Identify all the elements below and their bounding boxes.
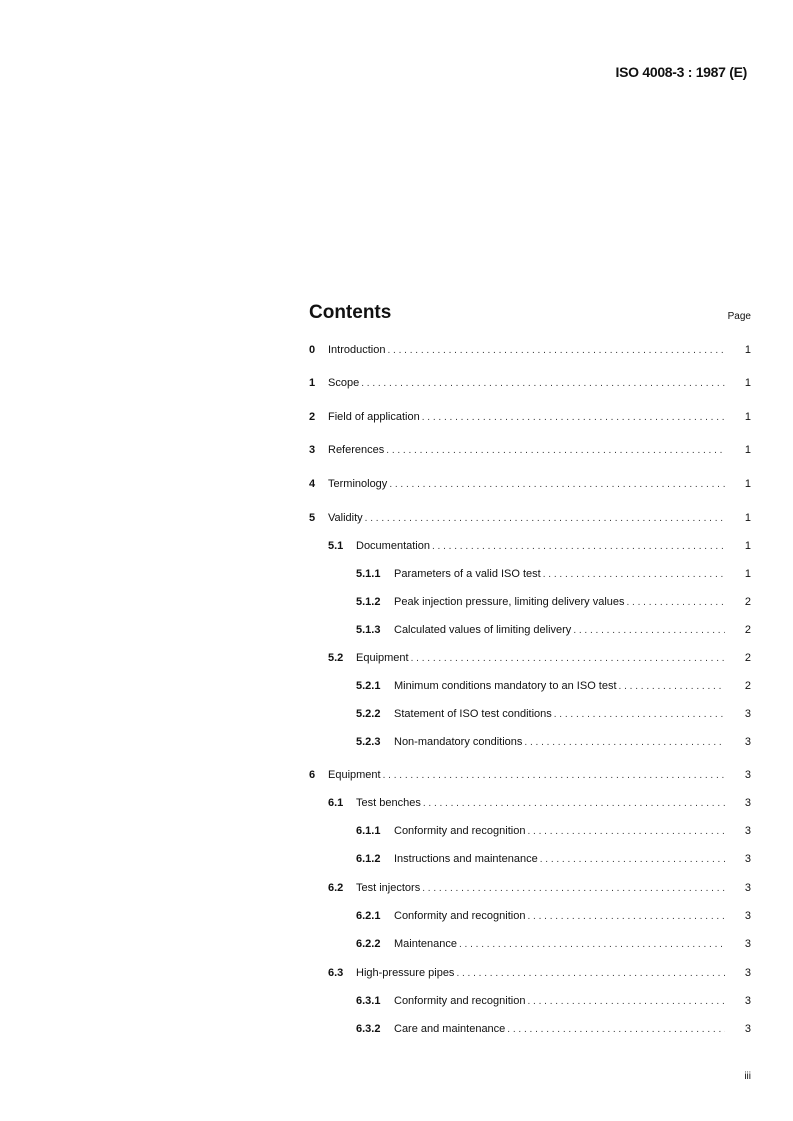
toc-entry-page: 3 (744, 769, 751, 781)
toc-entry-title: Terminology (328, 478, 388, 490)
toc-entry (356, 908, 751, 924)
toc-entry-title: Documentation (356, 540, 430, 552)
dot-leader (554, 709, 725, 720)
toc-entry-title: Care and maintenance (394, 1023, 506, 1035)
dot-leader (389, 479, 725, 490)
toc-entry-title: Conformity and recognition (394, 995, 526, 1007)
toc-entry (309, 442, 751, 458)
dot-leader (540, 854, 725, 865)
dot-leader (459, 939, 725, 950)
dot-leader (543, 569, 725, 580)
toc-entry (328, 880, 751, 896)
dot-leader (456, 968, 725, 979)
toc-entry-page: 1 (744, 478, 751, 490)
toc-entry-number: 6.2.2 (356, 938, 381, 950)
page-column-heading: Page (727, 311, 751, 322)
toc-entry-page: 2 (744, 652, 751, 664)
dot-leader (527, 826, 725, 837)
toc-entry-page: 1 (744, 568, 751, 580)
toc-entry-title: Scope (328, 377, 360, 389)
toc-entry (309, 342, 751, 358)
toc-entry-title: Introduction (328, 344, 386, 356)
toc-entry-title: Calculated values of limiting delivery (394, 624, 572, 636)
toc-entry-page: 1 (744, 540, 751, 552)
toc-entry-title: High-pressure pipes (356, 967, 455, 979)
contents-heading: Contents (309, 302, 392, 323)
toc-entry-number: 6.3.1 (356, 995, 381, 1007)
toc-entry-page: 3 (744, 882, 751, 894)
toc-entry-page: 2 (744, 596, 751, 608)
dot-leader (527, 911, 725, 922)
dot-leader (422, 412, 725, 423)
toc-entry-number: 6.3 (328, 967, 344, 979)
toc-entry-page: 3 (744, 910, 751, 922)
toc-entry-number: 6.1.2 (356, 853, 381, 865)
dot-leader (432, 541, 725, 552)
toc-entry-page: 1 (744, 377, 751, 389)
toc-entry-number: 3 (309, 444, 316, 456)
toc-entry-number: 1 (309, 377, 316, 389)
toc-entry (328, 795, 751, 811)
toc-entry (356, 734, 751, 750)
toc-entry-page: 3 (744, 736, 751, 748)
toc-entry (356, 936, 751, 952)
toc-entry (356, 851, 751, 867)
toc-entry (356, 678, 751, 694)
toc-entry (328, 538, 751, 554)
toc-entry-number: 5.1.2 (356, 596, 381, 608)
toc-entry-page: 3 (744, 995, 751, 1007)
toc-entry-page: 3 (744, 825, 751, 837)
dot-leader (422, 883, 725, 894)
toc-entry-title: Field of application (328, 411, 420, 423)
toc-entry-number: 5.2.2 (356, 708, 381, 720)
dot-leader (386, 445, 725, 456)
toc-entry-title: Conformity and recognition (394, 910, 526, 922)
toc-entry-title: Test benches (356, 797, 421, 809)
toc-entry-page: 3 (744, 708, 751, 720)
dot-leader (383, 770, 725, 781)
toc-entry-number: 5.2 (328, 652, 344, 664)
toc-entry-number: 6.2 (328, 882, 344, 894)
toc-entry-number: 5.1.3 (356, 624, 381, 636)
toc-entry (356, 993, 751, 1009)
dot-leader (524, 737, 725, 748)
toc-entry-title: Validity (328, 512, 363, 524)
dot-leader (627, 597, 726, 608)
dot-leader (361, 378, 725, 389)
toc-entry-title: Equipment (356, 652, 409, 664)
toc-entry-page: 3 (744, 938, 751, 950)
toc-entry (309, 476, 751, 492)
toc-entry-number: 6.1.1 (356, 825, 381, 837)
toc-entry-number: 6 (309, 769, 316, 781)
toc-entry-number: 5.2.3 (356, 736, 381, 748)
toc-entry (356, 823, 751, 839)
toc-entry (356, 706, 751, 722)
toc-entry-number: 6.2.1 (356, 910, 381, 922)
toc-entry-page: 1 (744, 411, 751, 423)
dot-leader (507, 1024, 725, 1035)
dot-leader (365, 513, 725, 524)
toc-entry (309, 510, 751, 526)
toc-entry-number: 5.1 (328, 540, 344, 552)
toc-entry-page: 1 (744, 444, 751, 456)
dot-leader (423, 798, 725, 809)
toc-entry-title: Maintenance (394, 938, 457, 950)
toc-entry (309, 767, 751, 783)
toc-entry-page: 3 (744, 797, 751, 809)
toc-entry (328, 965, 751, 981)
toc-entry-title: References (328, 444, 385, 456)
dot-leader (411, 653, 725, 664)
page-number: iii (744, 1071, 751, 1082)
toc-entry-number: 6.1 (328, 797, 344, 809)
toc-entry-number: 5.2.1 (356, 680, 381, 692)
toc-entry-number: 4 (309, 478, 316, 490)
toc-entry-page: 3 (744, 967, 751, 979)
toc-entry (309, 375, 751, 391)
dot-leader (527, 996, 725, 1007)
toc-entry-page: 1 (744, 344, 751, 356)
toc-entry-title: Conformity and recognition (394, 825, 526, 837)
toc-entry-page: 2 (744, 680, 751, 692)
toc-entry-number: 0 (309, 344, 316, 356)
toc-entry-page: 1 (744, 512, 751, 524)
toc-entry-title: Peak injection pressure, limiting delivery values (394, 596, 625, 608)
toc-entry (356, 566, 751, 582)
toc-entry (356, 1021, 751, 1037)
toc-entry-title: Equipment (328, 769, 381, 781)
toc-entry-number: 5.1.1 (356, 568, 381, 580)
toc-entry-title: Instructions and maintenance (394, 853, 538, 865)
toc-entry (328, 650, 751, 666)
toc-entry-number: 6.3.2 (356, 1023, 381, 1035)
dot-leader (573, 625, 725, 636)
document-id: ISO 4008-3 : 1987 (E) (615, 64, 747, 80)
toc-entry (356, 622, 751, 638)
toc-entry-number: 2 (309, 411, 316, 423)
toc-entry-page: 3 (744, 1023, 751, 1035)
dot-leader (387, 345, 725, 356)
toc-entry-title: Non-mandatory conditions (394, 736, 523, 748)
toc-entry-title: Minimum conditions mandatory to an ISO test (394, 680, 617, 692)
toc-entry-number: 5 (309, 512, 316, 524)
dot-leader (619, 681, 725, 692)
toc-entry-page: 3 (744, 853, 751, 865)
toc-entry-title: Test injectors (356, 882, 421, 894)
toc-entry-title: Parameters of a valid ISO test (394, 568, 541, 580)
toc-entry-page: 2 (744, 624, 751, 636)
toc-entry (309, 409, 751, 425)
toc-entry-title: Statement of ISO test conditions (394, 708, 552, 720)
toc-entry (356, 594, 751, 610)
